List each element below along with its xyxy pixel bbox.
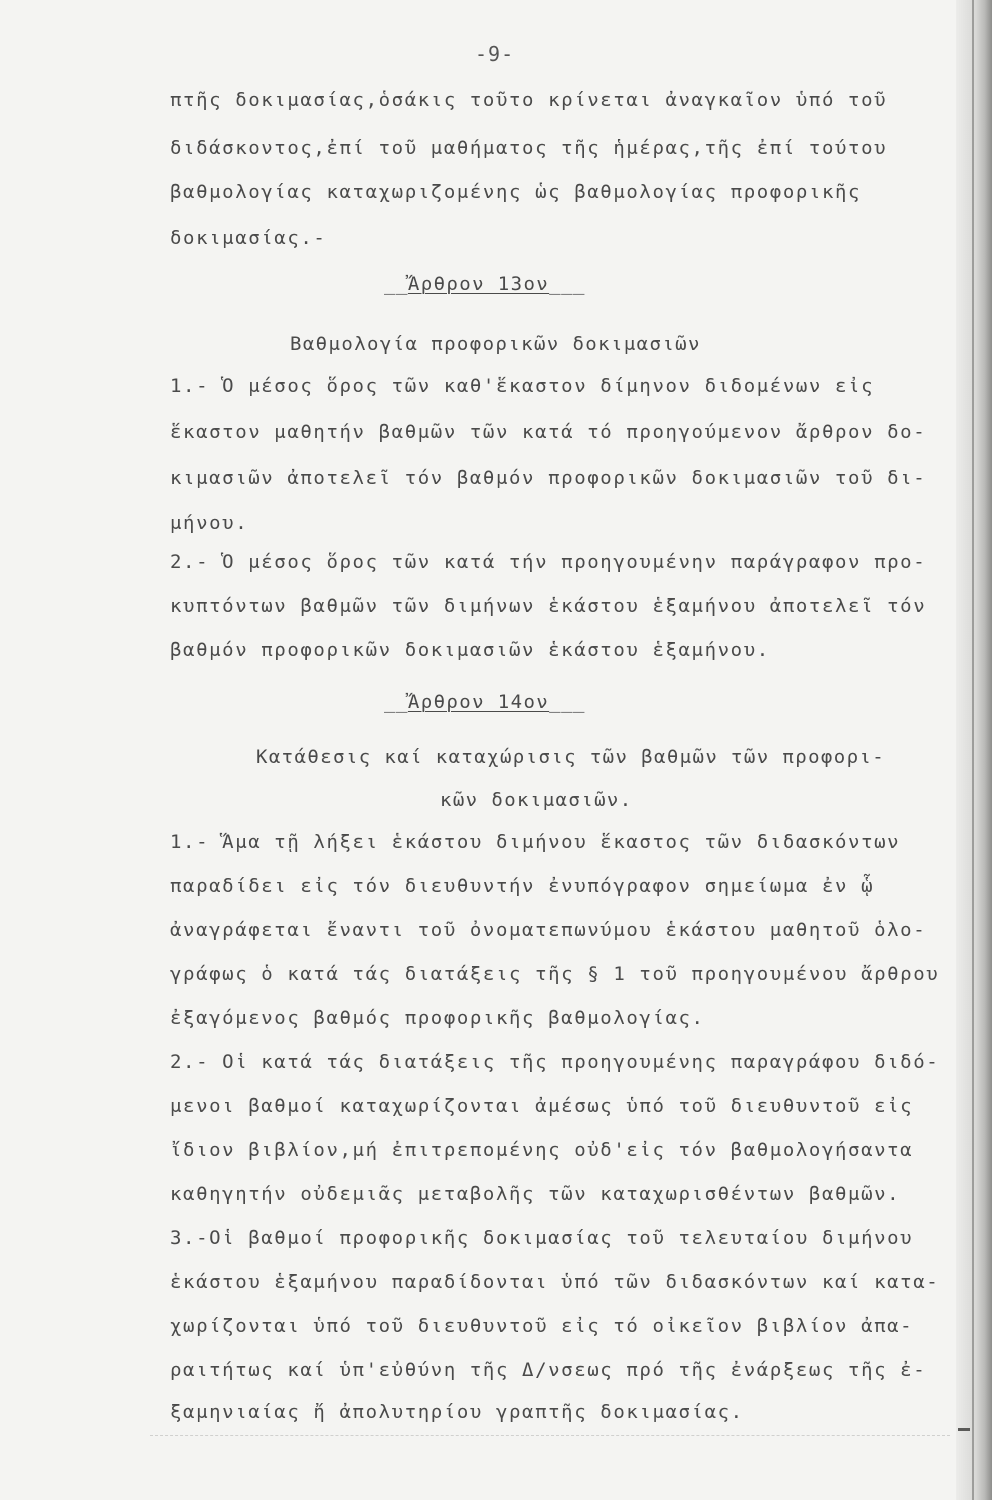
text-line: γράφως ὁ κατά τάς διατάξεις τῆς § 1 τοῦ προηγουμένου ἄρθρου xyxy=(170,963,940,985)
text-line: ξαμηνιαίας ἤ ἀπολυτηρίου γραπτῆς δοκιμασίας. xyxy=(170,1401,744,1423)
article-13-subheading: Βαθμολογία προφορικῶν δοκιμασιῶν xyxy=(290,333,701,355)
text-line: βαθμολογίας καταχωριζομένης ὡς βαθμολογίας προφορικῆς xyxy=(170,181,862,203)
edge-tick-mark xyxy=(958,1428,970,1431)
text-line: ἑκάστου ἑξαμήνου παραδίδονται ὑπό τῶν διδασκόντων καί κατα- xyxy=(170,1271,940,1293)
text-line: μήνου. xyxy=(170,512,249,534)
page-number: -9- xyxy=(475,42,515,66)
text-line: καθηγητήν οὐδεμιᾶς μεταβολῆς τῶν καταχωρισθέντων βαθμῶν. xyxy=(170,1183,901,1205)
text-line: ἐξαγόμενος βαθμός προφορικῆς βαθμολογίας. xyxy=(170,1007,705,1029)
text-line: ραιτήτως καί ὑπ'εὐθύνη τῆς Δ/νσεως πρό τῆς ἐνάρξεως τῆς ἐ- xyxy=(170,1359,927,1381)
bleed-through-line xyxy=(150,1435,950,1438)
text-line: παραδίδει εἰς τόν διευθυντήν ἐνυπόγραφον σημείωμα ἐν ᾧ xyxy=(170,875,875,897)
text-line: κιμασιῶν ἀποτελεῖ τόν βαθμόν προφορικῶν δοκιμασιῶν τοῦ δι- xyxy=(170,467,927,489)
article-14-title: Ἄρθρον 14ον xyxy=(407,691,550,713)
page-edge-line xyxy=(972,0,974,1500)
text-line: 3.-Οἱ βαθμοί προφορικῆς δοκιμασίας τοῦ τελευταίου διμήνου xyxy=(170,1227,914,1249)
text-line: χωρίζονται ὑπό τοῦ διευθυντοῦ εἰς τό οἰκεῖον βιβλίον ἀπα- xyxy=(170,1315,914,1337)
text-line: διδάσκοντος,ἐπί τοῦ μαθήματος τῆς ἡμέρας,τῆς ἐπί τούτου xyxy=(170,137,888,159)
text-line: ἴδιον βιβλίον,μή ἐπιτρεπομένης οὐδ'εἰς τόν βαθμολογήσαντα xyxy=(170,1139,914,1161)
article-14-subheading-line1: Κατάθεσις καί καταχώρισις τῶν βαθμῶν τῶν προφορι- xyxy=(256,746,886,768)
text-line: 1.- Ἅμα τῇ λήξει ἑκάστου διμήνου ἕκαστος τῶν διδασκόντων xyxy=(170,831,901,853)
article-13-heading: __Ἄρθρον 13ον___ xyxy=(384,273,585,295)
text-line: 2.- Οἱ κατά τάς διατάξεις τῆς προηγουμένης παραγράφου διδό- xyxy=(170,1051,940,1073)
text-line: μενοι βαθμοί καταχωρίζονται ἀμέσως ὑπό τοῦ διευθυντοῦ εἰς xyxy=(170,1095,914,1117)
article-13-title: Ἄρθρον 13ον xyxy=(407,273,550,295)
article-14-subheading-line2: κῶν δοκιμασιῶν. xyxy=(440,789,633,811)
text-line: 2.- Ὁ μέσος ὅρος τῶν κατά τήν προηγουμένην παράγραφον προ- xyxy=(170,551,927,573)
text-line: πτῆς δοκιμασίας,ὁσάκις τοῦτο κρίνεται ἀναγκαῖον ὑπό τοῦ xyxy=(170,89,888,111)
text-line: ἀναγράφεται ἔναντι τοῦ ὀνοματεπωνύμου ἑκάστου μαθητοῦ ὁλο- xyxy=(170,919,927,941)
text-line: κυπτόντων βαθμῶν τῶν διμήνων ἑκάστου ἑξαμήνου ἀποτελεῖ τόν xyxy=(170,595,927,617)
article-14-heading: __Ἄρθρον 14ον___ xyxy=(384,691,585,713)
text-line: δοκιμασίας.- xyxy=(170,227,327,249)
text-line: βαθμόν προφορικῶν δοκιμασιῶν ἑκάστου ἑξαμήνου. xyxy=(170,639,770,661)
text-line: 1.- Ὁ μέσος ὅρος τῶν καθ'ἕκαστον δίμηνον διδομένων εἰς xyxy=(170,375,875,397)
text-line: ἕκαστον μαθητήν βαθμῶν τῶν κατά τό προηγούμενον ἄρθρον δο- xyxy=(170,421,927,443)
